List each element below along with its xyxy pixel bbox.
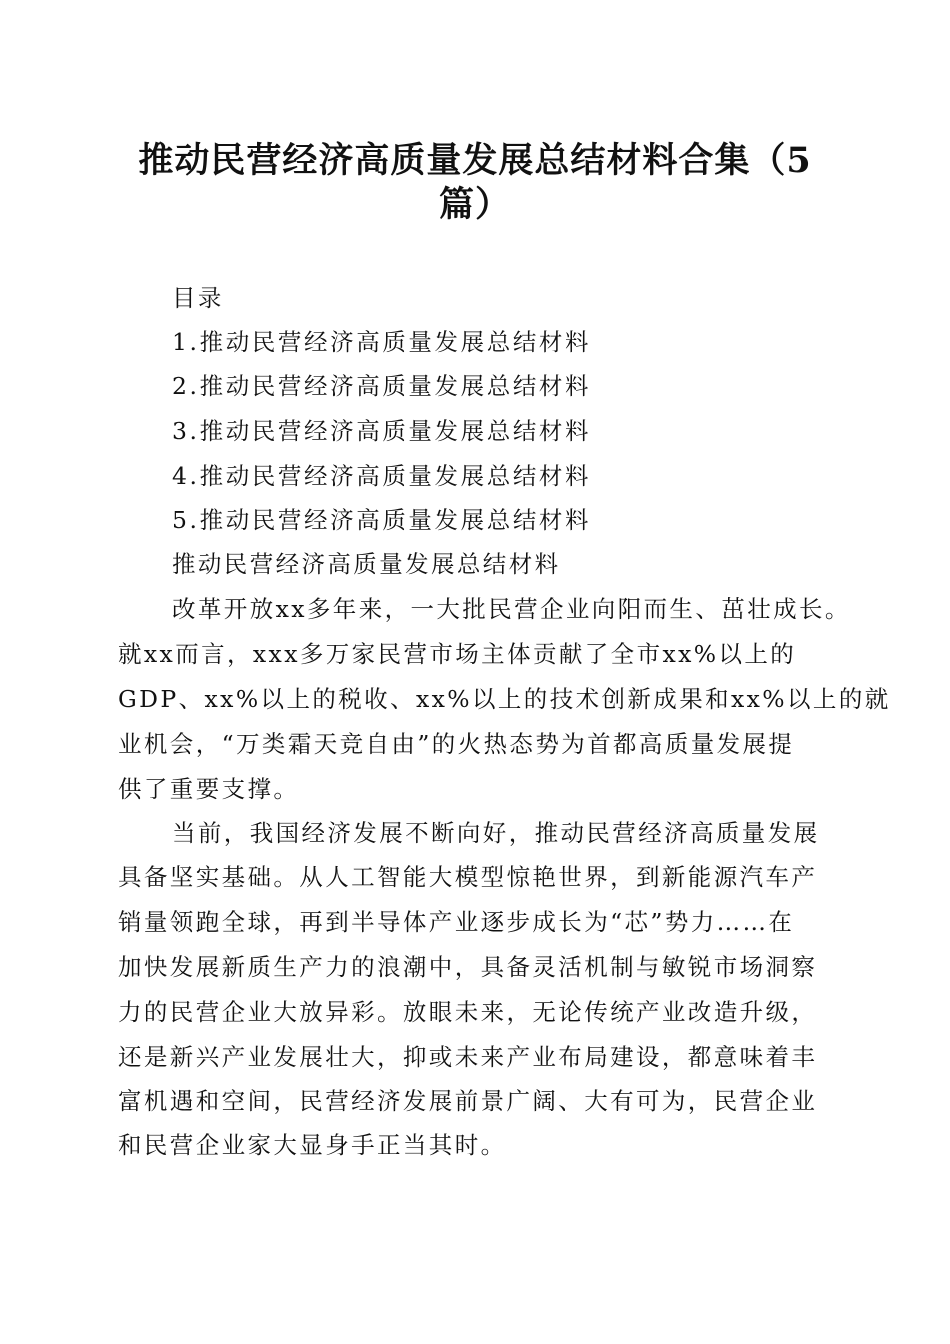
toc-item-1: 1.推动民营经济高质量发展总结材料 (172, 328, 592, 356)
paragraph-2-line: 富机遇和空间，民营经济发展前景广阔、大有可为，民营企业 (118, 1087, 818, 1115)
toc-heading: 目录 (172, 284, 224, 312)
toc-item-4: 4.推动民营经济高质量发展总结材料 (172, 462, 592, 490)
document-title-line2: 篇） (438, 184, 511, 225)
paragraph-1-line: 就xx而言，xxx多万家民营市场主体贡献了全市xx%以上的 (118, 640, 797, 668)
document-title-line1: 推动民营经济高质量发展总结材料合集（5 (138, 140, 812, 181)
toc-item-2: 2.推动民营经济高质量发展总结材料 (172, 372, 592, 400)
section-heading: 推动民营经济高质量发展总结材料 (172, 550, 561, 578)
paragraph-1-line: 供了重要支撑。 (118, 775, 300, 803)
paragraph-2-line: 加快发展新质生产力的浪潮中，具备灵活机制与敏锐市场洞察 (118, 953, 818, 981)
paragraph-2-line: 当前，我国经济发展不断向好，推动民营经济高质量发展 (172, 819, 820, 847)
paragraph-1-line: 业机会，“万类霜天竞自由”的火热态势为首都高质量发展提 (118, 730, 795, 758)
paragraph-2-line: 还是新兴产业发展壮大，抑或未来产业布局建设，都意味着丰 (118, 1043, 818, 1071)
paragraph-2-line: 力的民营企业大放异彩。放眼未来，无论传统产业改造升级， (118, 998, 818, 1026)
paragraph-1-line: 改革开放xx多年来，一大批民营企业向阳而生、茁壮成长。 (172, 595, 851, 623)
paragraph-2-line: 销量领跑全球，再到半导体产业逐步成长为“芯”势力……在 (118, 908, 795, 936)
toc-item-5: 5.推动民营经济高质量发展总结材料 (172, 506, 592, 534)
paragraph-2-line: 和民营企业家大显身手正当其时。 (118, 1131, 507, 1159)
paragraph-1-line: GDP、xx%以上的税收、xx%以上的技术创新成果和xx%以上的就 (118, 685, 891, 713)
paragraph-2-line: 具备坚实基础。从人工智能大模型惊艳世界，到新能源汽车产 (118, 863, 818, 891)
toc-item-3: 3.推动民营经济高质量发展总结材料 (172, 417, 592, 445)
